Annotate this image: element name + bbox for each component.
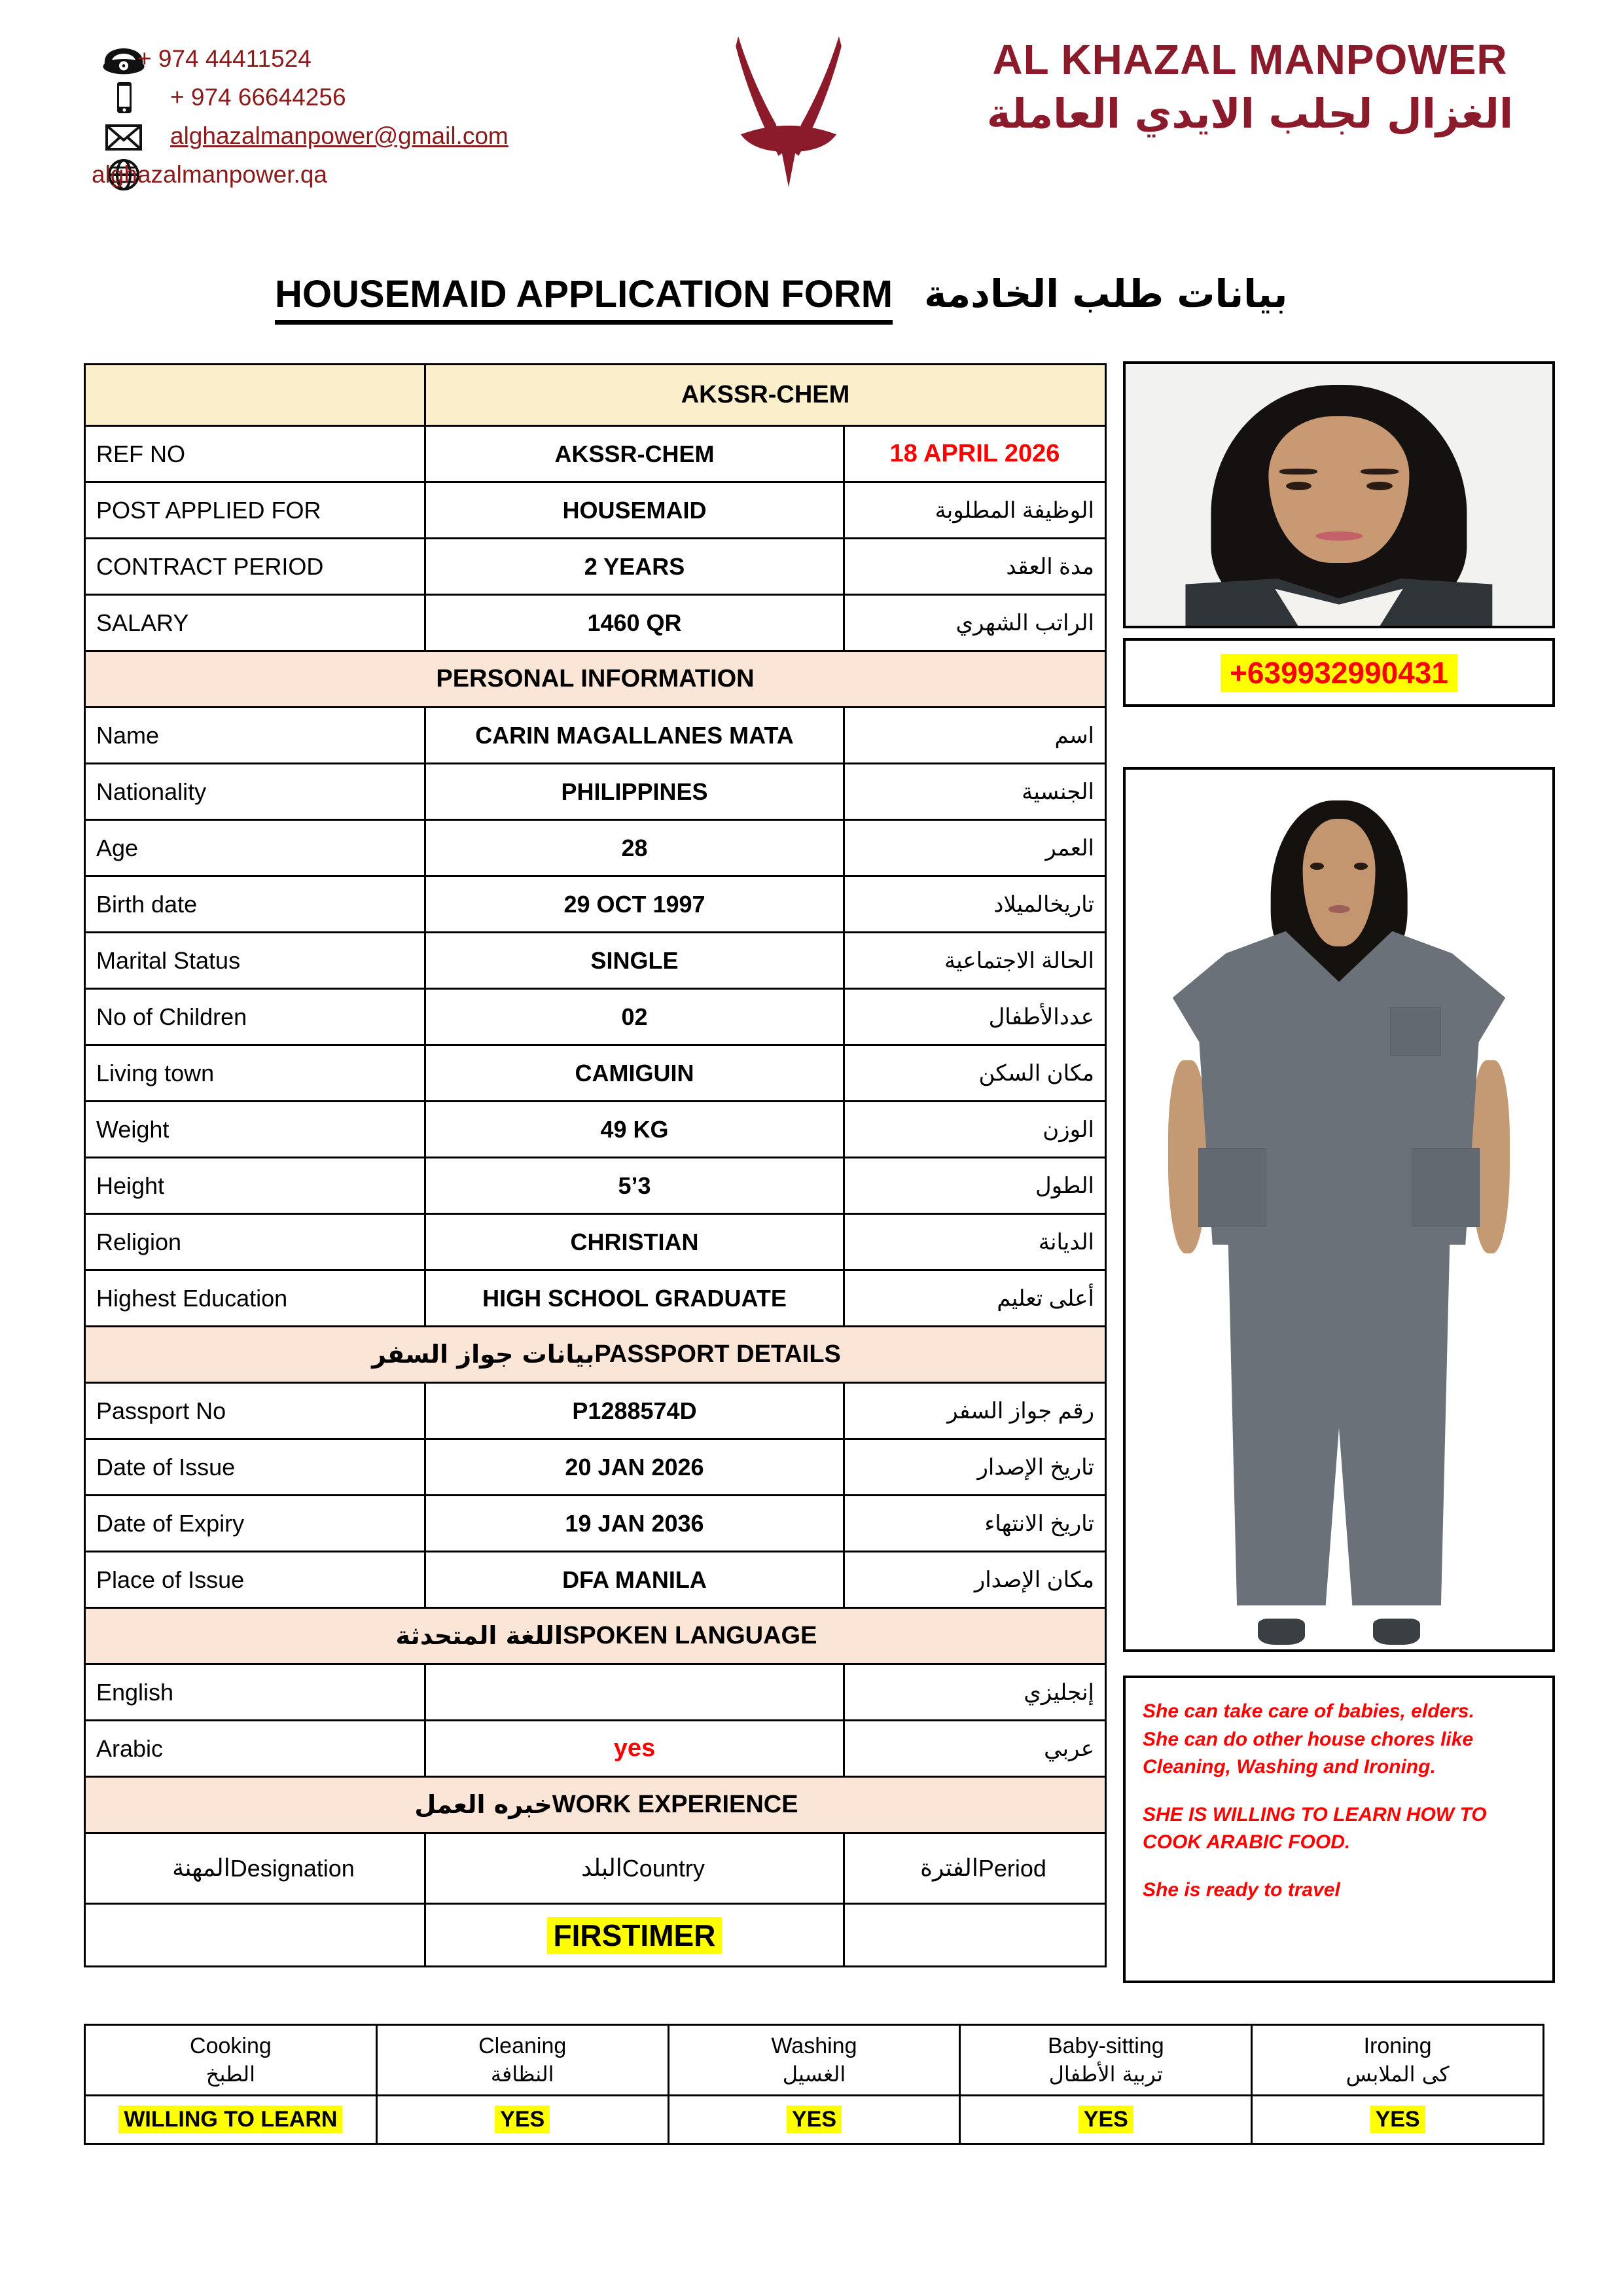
remarks-spacer	[1143, 1782, 1535, 1801]
work-designation[interactable]	[85, 1904, 425, 1967]
work-column-header-ar: المهنة	[172, 1855, 230, 1882]
row-value[interactable]: SINGLE	[425, 933, 844, 989]
row-label: REF NO	[85, 426, 425, 482]
work-column-header-ar: البلد	[581, 1855, 622, 1882]
contact-block	[92, 41, 687, 195]
work-column-header-ar: الفترة	[920, 1855, 978, 1882]
row-label-ar: أعلى تعليم	[844, 1270, 1106, 1327]
work-column-header	[85, 1833, 425, 1904]
remarks-paragraph-2	[1143, 1801, 1535, 1857]
skill-header	[376, 2025, 668, 2096]
work-country-value: FIRSTIMER	[547, 1917, 722, 1954]
row-value[interactable]: 28	[425, 820, 844, 876]
contact-row-email	[98, 118, 687, 156]
row-label: Place of Issue	[85, 1552, 425, 1608]
row-label-ar: الوظيفة المطلوبة	[844, 482, 1106, 539]
skill-value: YES	[787, 2106, 842, 2133]
row-label: Religion	[85, 1214, 425, 1270]
skill-name-en: Cleaning	[478, 2034, 567, 2058]
row-value[interactable]: AKSSR-CHEM	[425, 426, 844, 482]
row-label: Height	[85, 1158, 425, 1214]
skills-table	[84, 2024, 1544, 2145]
section-title-personal: PERSONAL INFORMATION	[85, 651, 1106, 708]
skill-value: YES	[1079, 2106, 1133, 2133]
row-label-ar: إنجليزي	[844, 1664, 1106, 1721]
table-row	[85, 1439, 1106, 1496]
section-title-work	[85, 1777, 1106, 1833]
full-body-photo	[1123, 767, 1555, 1652]
row-value[interactable]: PHILIPPINES	[425, 764, 844, 820]
language-value[interactable]	[425, 1664, 844, 1721]
skill-value: YES	[495, 2106, 550, 2133]
page-title-ar: بيانات طلب الخادمة	[924, 272, 1288, 316]
row-value[interactable]: 02	[425, 989, 844, 1045]
row-label-ar: تاريخ الانتهاء	[844, 1496, 1106, 1552]
contact-row-mobile	[98, 79, 687, 118]
row-label-ar: رقم جواز السفر	[844, 1383, 1106, 1439]
skill-name-ar: كى الملابس	[1346, 2062, 1450, 2087]
skill-name-en: Washing	[771, 2034, 857, 2058]
skill-value-cell[interactable]	[668, 2096, 960, 2144]
skill-name-ar: النظافة	[490, 2062, 554, 2087]
page-title	[275, 272, 1387, 325]
ref-banner-row	[85, 365, 1106, 426]
table-row	[85, 933, 1106, 989]
section-title-work-ar: خبره العمل	[414, 1790, 552, 1819]
section-header-work	[85, 1777, 1106, 1833]
remark-line: COOK ARABIC FOOD.	[1143, 1831, 1351, 1854]
mobile-number[interactable]: + 974 66644256	[170, 84, 346, 111]
table-row	[85, 1102, 1106, 1158]
section-title-passport	[85, 1327, 1106, 1383]
skill-name-ar: الطبخ	[205, 2062, 255, 2087]
remark-line: Cleaning, Washing and Ironing.	[1143, 1756, 1436, 1778]
section-title-work-en: WORK EXPERIENCE	[552, 1790, 798, 1818]
contact-row-website	[92, 156, 687, 195]
table-row	[85, 1552, 1106, 1608]
skill-name-en: Ironing	[1363, 2034, 1432, 2058]
row-label: No of Children	[85, 989, 425, 1045]
skill-value-cell[interactable]	[85, 2096, 377, 2144]
remarks-paragraph-3	[1143, 1876, 1535, 1905]
work-columns-row	[85, 1833, 1106, 1904]
brand-name-ar: الغزال لجلب الايدي العاملة	[986, 89, 1514, 137]
applicant-phone-box	[1123, 638, 1555, 707]
skill-value: WILLING TO LEARN	[118, 2106, 342, 2133]
applicant-phone-number[interactable]: +639932990431	[1221, 654, 1457, 692]
brand-name-en: AL KHAZAL MANPOWER	[992, 36, 1508, 83]
row-label: Marital Status	[85, 933, 425, 989]
table-row	[85, 876, 1106, 933]
table-row	[85, 1496, 1106, 1552]
row-label: Passport No	[85, 1383, 425, 1439]
table-row	[85, 482, 1106, 539]
ref-banner-value: AKSSR-CHEM	[425, 365, 1106, 426]
work-column-header-en: Country	[622, 1854, 705, 1882]
remarks-paragraph-1	[1143, 1698, 1535, 1782]
row-label-ar: الوزن	[844, 1102, 1106, 1158]
row-label-ar: تاريخ الإصدار	[844, 1439, 1106, 1496]
work-period[interactable]	[844, 1904, 1106, 1967]
row-value[interactable]: 19 JAN 2036	[425, 1496, 844, 1552]
skills-header-row	[85, 2025, 1544, 2096]
skill-header	[960, 2025, 1252, 2096]
section-title-passport-en: PASSPORT DETAILS	[594, 1340, 841, 1368]
skill-name-en: Cooking	[190, 2034, 272, 2058]
section-title-language	[85, 1608, 1106, 1664]
section-header-passport	[85, 1327, 1106, 1383]
row-label-ar: مدة العقد	[844, 539, 1106, 595]
section-header-language	[85, 1608, 1106, 1664]
row-label: Date of Issue	[85, 1439, 425, 1496]
table-row	[85, 1383, 1106, 1439]
row-label: Weight	[85, 1102, 425, 1158]
passport-photo	[1123, 361, 1555, 628]
row-value[interactable]: 2 YEARS	[425, 539, 844, 595]
row-label-ar: تاريخالميلاد	[844, 876, 1106, 933]
row-value[interactable]: CARIN MAGALLANES MATA	[425, 708, 844, 764]
section-header-personal	[85, 651, 1106, 708]
skill-value-cell[interactable]	[376, 2096, 668, 2144]
row-value[interactable]: HOUSEMAID	[425, 482, 844, 539]
skill-value: YES	[1370, 2106, 1425, 2133]
brand-block	[955, 36, 1544, 138]
remarks-box	[1123, 1676, 1555, 1983]
row-label: CONTRACT PERIOD	[85, 539, 425, 595]
row-label: Age	[85, 820, 425, 876]
row-label-ar: الطول	[844, 1158, 1106, 1214]
skill-header	[85, 2025, 377, 2096]
row-value[interactable]: 1460 QR	[425, 595, 844, 651]
row-label: English	[85, 1664, 425, 1721]
row-label: Name	[85, 708, 425, 764]
table-row	[85, 764, 1106, 820]
row-label-ar: الراتب الشهري	[844, 595, 1106, 651]
table-row	[85, 426, 1106, 482]
work-value-row	[85, 1904, 1106, 1967]
mobile-icon	[98, 79, 149, 116]
work-country[interactable]	[425, 1904, 844, 1967]
telephone-number[interactable]: + 974 44411524	[137, 45, 312, 72]
row-value[interactable]: 49 KG	[425, 1102, 844, 1158]
table-row	[85, 708, 1106, 764]
row-label-ar: الديانة	[844, 1214, 1106, 1270]
skill-name-ar: الغسيل	[782, 2062, 846, 2087]
work-column-header-en: Period	[978, 1854, 1046, 1882]
row-value[interactable]: P1288574D	[425, 1383, 844, 1439]
table-row	[85, 820, 1106, 876]
row-value[interactable]: HIGH SCHOOL GRADUATE	[425, 1270, 844, 1327]
row-label: Birth date	[85, 876, 425, 933]
oryx-head-logo	[707, 26, 870, 190]
work-column-header-en: Designation	[230, 1854, 355, 1882]
row-value[interactable]: DFA MANILA	[425, 1552, 844, 1608]
table-row	[85, 989, 1106, 1045]
table-row	[85, 1158, 1106, 1214]
row-label-ar: العمر	[844, 820, 1106, 876]
row-label-ar: عددالأطفال	[844, 989, 1106, 1045]
row-label-ar: مكان السكن	[844, 1045, 1106, 1102]
table-row	[85, 1214, 1106, 1270]
page-header	[0, 0, 1623, 236]
row-value[interactable]: 29 OCT 1997	[425, 876, 844, 933]
application-details-table	[84, 363, 1107, 1967]
table-row	[85, 539, 1106, 595]
section-title-language-ar: اللغة المتحدثة	[395, 1621, 563, 1650]
page-title-en: HOUSEMAID APPLICATION FORM	[275, 272, 893, 325]
work-column-header	[425, 1833, 844, 1904]
row-label: Highest Education	[85, 1270, 425, 1327]
skill-value-cell[interactable]	[960, 2096, 1252, 2144]
email-address[interactable]: alghazalmanpower@gmail.com	[170, 122, 508, 149]
row-label: Date of Expiry	[85, 1496, 425, 1552]
section-title-language-en: SPOKEN LANGUAGE	[562, 1621, 817, 1649]
website-address[interactable]: alghazalmanpower.qa	[92, 161, 327, 188]
skill-header	[1252, 2025, 1544, 2096]
table-row	[85, 1045, 1106, 1102]
row-label-ar: الحالة الاجتماعية	[844, 933, 1106, 989]
row-value[interactable]: CAMIGUIN	[425, 1045, 844, 1102]
skill-name-en: Baby-sitting	[1047, 2034, 1164, 2058]
language-value[interactable]: yes	[425, 1721, 844, 1777]
section-title-passport-ar: بيانات جواز السفر	[372, 1340, 595, 1369]
row-label-ar: اسم	[844, 708, 1106, 764]
row-label: SALARY	[85, 595, 425, 651]
row-label: POST APPLIED FOR	[85, 482, 425, 539]
remarks-spacer	[1143, 1857, 1535, 1876]
row-value[interactable]: 5’3	[425, 1158, 844, 1214]
row-label-ar: عربي	[844, 1721, 1106, 1777]
table-row	[85, 1721, 1106, 1777]
contact-row-telephone	[98, 41, 687, 79]
remark-line: SHE IS WILLING TO LEARN HOW TO	[1143, 1803, 1487, 1825]
row-label: Nationality	[85, 764, 425, 820]
row-label-ar: الجنسية	[844, 764, 1106, 820]
skills-value-row	[85, 2096, 1544, 2144]
table-row	[85, 1664, 1106, 1721]
row-label-ar: مكان الإصدار	[844, 1552, 1106, 1608]
issue-date: 18 APRIL 2026	[844, 426, 1106, 482]
skill-name-ar: تربية الأطفال	[1048, 2062, 1163, 2087]
row-label: Living town	[85, 1045, 425, 1102]
table-row	[85, 595, 1106, 651]
row-value[interactable]: CHRISTIAN	[425, 1214, 844, 1270]
skill-value-cell[interactable]	[1252, 2096, 1544, 2144]
envelope-icon	[98, 118, 149, 154]
remark-line: She is ready to travel	[1143, 1878, 1340, 1901]
work-column-header	[844, 1833, 1106, 1904]
table-row	[85, 1270, 1106, 1327]
ref-banner-blank	[85, 365, 425, 426]
remark-line: She can take care of babies, elders.	[1143, 1700, 1474, 1722]
row-value[interactable]: 20 JAN 2026	[425, 1439, 844, 1496]
row-label: Arabic	[85, 1721, 425, 1777]
skill-header	[668, 2025, 960, 2096]
remark-line: She can do other house chores like	[1143, 1728, 1474, 1750]
